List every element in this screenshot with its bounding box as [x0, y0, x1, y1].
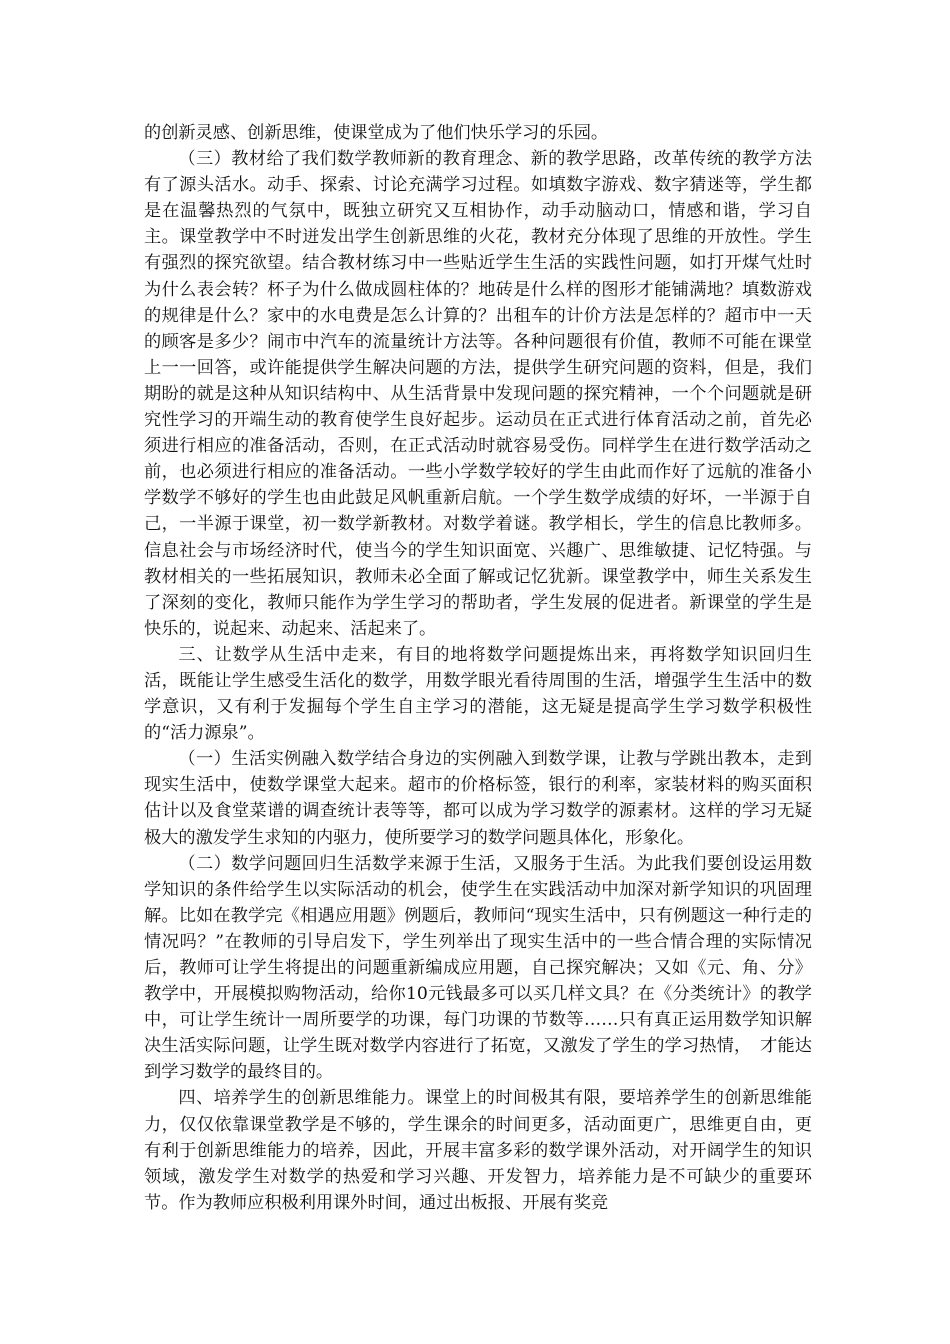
- body-text: [144, 120, 812, 1216]
- paragraph-4: （一）生活实例融入数学结合身边的实例融入到数学课，让教与学跳出教本，走到现实生活中，使数学课堂大起来。超市的价格标签，银行的利率，家装材料的购买面积估计以及食堂菜谱的调查统计表等等，都可以成为学习数学的源素材。这样的学习无疑极大的激发学生求知的内驱力，使所要学习的数学问题具体化，形象化。: [144, 749, 812, 848]
- paragraph-5: （二）数学问题回归生活数学来源于生活，又服务于生活。为此我们要创设运用数学知识的条件给学生以实际活动的机会，使学生在实践活动中加深对新学知识的巩固理解。比如在教学完《相遇应用题》例题后，教师问“现实生活中，只有例题这一种行走的情况吗？”在教师的引导启发下，学生列举出了现实生活中的一些合情合理的实际情况后，教师可让学生将提出的问题重新编成应用题，自己探究解决；又如《元、角、分》教学中，开展模拟购物活动，给你10元钱最多可以买几样文具？在《分类统计》的教学中，可让学生统计一周所要学的功课，每门功课的节数等……只有真正运用数学知识解决生活实际问题，让学生既对数学内容进行了拓宽，又激发了学生的学习热情， 才能达到学习数学的最终目的。: [144, 853, 812, 1083]
- paragraph-6: 四、培养学生的创新思维能力。课堂上的时间极其有限，要培养学生的创新思维能力，仅仅依靠课堂教学是不够的，学生课余的时间更多，活动面更广，思维更自由，更有利于创新思维能力的培养，因此，开展丰富多彩的数学课外活动，对开阔学生的知识领域，激发学生对数学的热爱和学习兴趣、开发智力，培养能力是不可缺少的重要环节。作为教师应积极利用课外时间，通过出板报、开展有奖竞: [144, 1088, 812, 1213]
- paragraph-2: （三）教材给了我们数学教师新的教育理念、新的教学思路，改革传统的教学方法有了源头活水。动手、探索、讨论充满学习过程。如填数字游戏、数字猜迷等，学生都是在温馨热烈的气氛中，既独立研究又互相协作，动手动脑动口，情感和谐，学习自主。课堂教学中不时迸发出学生创新思维的火花，教材充分体现了思维的开放性。学生有强烈的探究欲望。结合教材练习中一些贴近学生生活的实践性问题，如打开煤气灶时为什么表会转？杯子为什么做成圆柱体的？地砖是什么样的图形才能铺满地？填数游戏的规律是什么？家中的水电费是怎么计算的？出租车的计价方法是怎样的？超市中一天的顾客是多少？闹市中汽车的流量统计方法等。各种问题很有价值，教师不可能在课堂上一一回答，或许能提供学生解决问题的方法，提供学生研究问题的资料，但是，我们期盼的就是这种从知识结构中、从生活背景中发现问题的探究精神，一个个问题就是研究性学习的开端生动的教育使学生良好起步。运动员在正式进行体育活动之前，首先必须进行相应的准备活动，否则，在正式活动时就容易受伤。同样学生在进行数学活动之前，也必须进行相应的准备活动。一些小学数学较好的学生由此而作好了远航的准备小学数学不够好的学生也由此鼓足风帆重新启航。一个学生数学成绩的好坏，一半源于自己，一半源于课堂，初一数学新教材。对数学着谜。教学相长，学生的信息比教师多。信息社会与市场经济时代，使当今的学生知识面宽、兴趣广、思维敏捷、记忆特强。与教材相关的一些拓展知识，教师未必全面了解或记忆犹新。课堂教学中，师生关系发生了深刻的变化，教师只能作为学生学习的帮助者，学生发展的促进者。新课堂的学生是快乐的，说起来、动起来、活起来了。: [144, 149, 812, 639]
- paragraph-3: 三、让数学从生活中走来，有目的地将数学问题提炼出来，再将数学知识回归生活，既能让学生感受生活化的数学，用数学眼光看待周围的生活，增强学生生活中的数学意识，又有利于发掘每个学生自主学习的潜能，这无疑是提高学生学习数学积极性的“活力源泉”。: [144, 644, 812, 744]
- paragraph-1: 的创新灵感、创新思维，使课堂成为了他们快乐学习的乐园。: [144, 123, 609, 143]
